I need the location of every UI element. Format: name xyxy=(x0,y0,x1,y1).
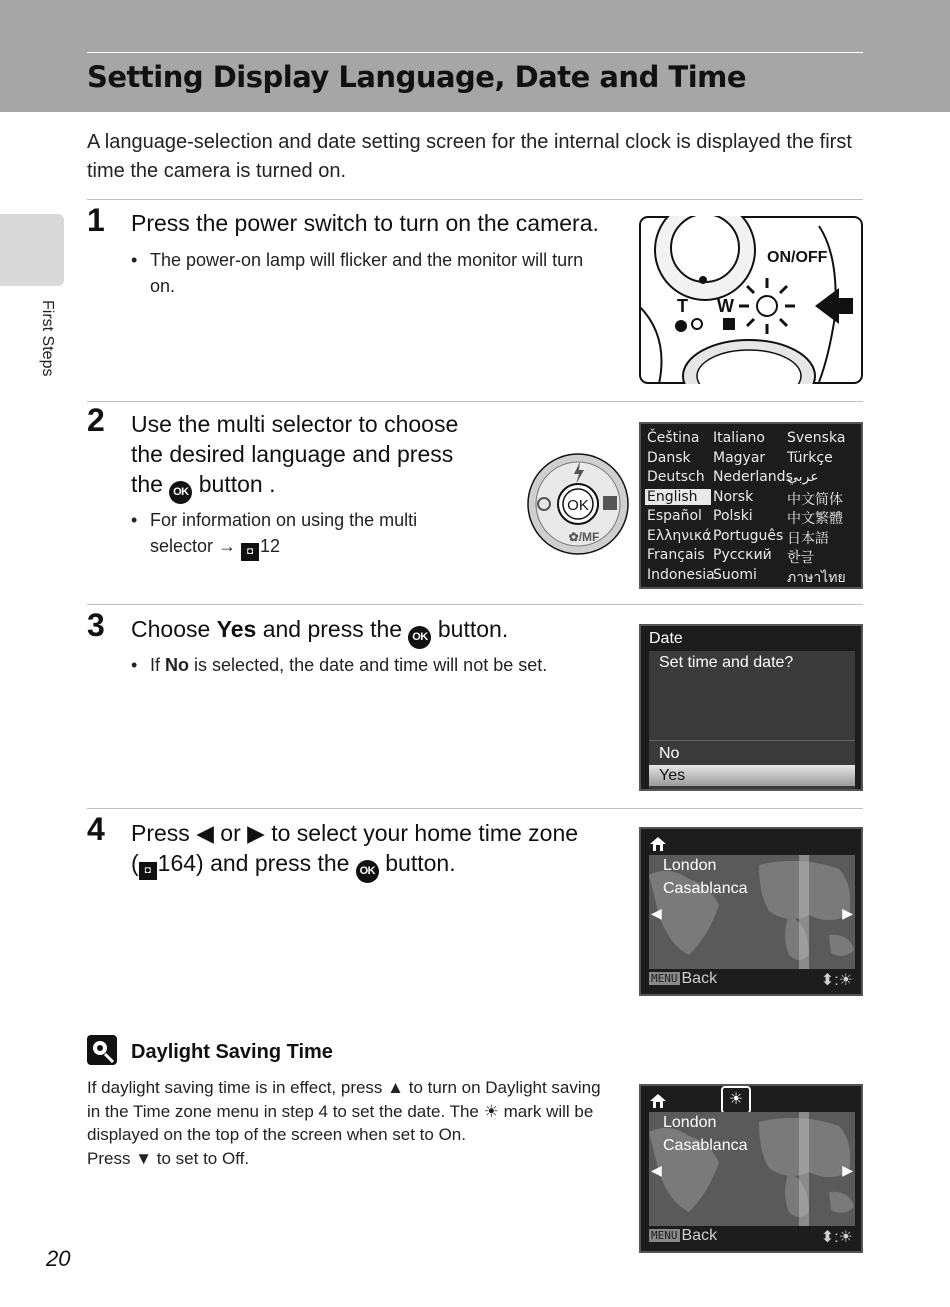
date-option-yes[interactable]: Yes xyxy=(649,765,855,786)
language-item[interactable]: 한글 xyxy=(787,550,815,566)
language-item[interactable]: Türkçe xyxy=(787,449,833,466)
ok-button-icon: OK xyxy=(356,860,379,883)
daylight-saving-icon: ☀ xyxy=(483,1101,499,1121)
step-3-pre: Choose xyxy=(131,616,211,642)
home-icon xyxy=(649,1093,667,1109)
page-ref-number: 12 xyxy=(260,536,281,556)
language-item[interactable]: Polski xyxy=(713,508,753,524)
step-2-line-1: Use the multi selector to choose xyxy=(131,411,459,437)
intro-text: A language-selection and date setting screen for the internal clock is displayed the first time the camera is turned on. xyxy=(87,131,852,182)
city-label: London xyxy=(663,857,717,874)
back-label: Back xyxy=(681,1227,718,1244)
tip-line-4-pre: Press xyxy=(87,1148,131,1168)
step-1-bullet-line-2: on. xyxy=(150,276,176,296)
time-zone-bar xyxy=(799,855,809,969)
tele-label: T xyxy=(677,296,688,316)
page-ref-icon: ◘ xyxy=(241,543,259,561)
daylight-saving-icon: ☀ xyxy=(721,1086,751,1114)
language-item[interactable]: Norsk xyxy=(713,488,754,505)
language-item[interactable]: 日本語 xyxy=(787,530,829,547)
step-2-text xyxy=(131,409,521,504)
date-option-no[interactable]: No xyxy=(659,745,680,762)
tip-icon xyxy=(87,1035,117,1065)
right-arrow-icon: ▶ xyxy=(247,820,265,846)
step-1-text: Press the power switch to turn on the camera. xyxy=(131,210,599,236)
step-2-line-3-pre: the xyxy=(131,471,163,497)
step-4-line-1-post: to select your home time zone xyxy=(271,820,579,846)
left-arrow-icon[interactable]: ◀ xyxy=(651,1162,662,1178)
step-divider xyxy=(87,199,863,200)
step-3-bullet-pre: If xyxy=(150,655,161,675)
world-map xyxy=(649,1112,855,1226)
language-item[interactable]: Magyar xyxy=(713,449,766,466)
tip-line-1-post: to turn on Daylight saving xyxy=(408,1078,601,1097)
step-2-bullet-line-2: selector → xyxy=(150,536,237,556)
step-2-line-2: the desired language and press xyxy=(131,441,454,467)
language-item[interactable]: Nederlands xyxy=(713,469,793,485)
section-label: First Steps xyxy=(39,300,56,377)
step-1-number: 1 xyxy=(87,202,105,238)
language-item[interactable]: Русский xyxy=(713,547,772,563)
world-map xyxy=(649,855,855,969)
step-divider xyxy=(87,604,863,605)
page-title: Setting Display Language, Date and Time xyxy=(87,60,747,94)
daylight-saving-toggle-icon: ⬍:☀ xyxy=(820,1229,853,1246)
step-2-bullet: • For information on using the multi selector → ◘ 12 xyxy=(131,507,491,561)
step-4-line-1-pre: Press xyxy=(131,820,190,846)
language-item[interactable]: Dansk xyxy=(647,449,691,466)
step-3-end: button. xyxy=(437,616,509,642)
tip-line-2-post: mark will be xyxy=(503,1101,594,1121)
step-2-line-3-post: button . xyxy=(198,471,276,497)
wide-label: W xyxy=(717,296,734,316)
step-3-text xyxy=(131,614,508,649)
camera-power-switch-illustration xyxy=(639,216,863,384)
step-3-bold: Yes xyxy=(216,616,257,642)
tip-title: Daylight Saving Time xyxy=(131,1041,333,1063)
language-item[interactable]: Indonesia xyxy=(647,566,715,583)
menu-button-icon: MENU xyxy=(651,1229,678,1242)
step-3-bullet-post: is selected, the date and time will not be set. xyxy=(194,655,548,675)
header-band xyxy=(0,0,950,112)
right-arrow-icon[interactable]: ▶ xyxy=(842,1162,853,1178)
language-item[interactable]: ภาษาไทย xyxy=(787,569,846,586)
language-item[interactable]: Suomi xyxy=(713,566,757,583)
multi-selector-bottom: ✿/MF xyxy=(568,530,600,544)
city-label: London xyxy=(663,1114,717,1131)
step-4-line-2-pre: ( xyxy=(131,850,139,876)
header-rule xyxy=(87,52,863,53)
timezone-screen xyxy=(639,827,863,996)
step-4-number: 4 xyxy=(87,811,105,847)
page-number: 20 xyxy=(46,1246,71,1271)
tip-line-4-post: to set to Off. xyxy=(156,1148,250,1168)
step-4-line-1-mid: or xyxy=(220,820,241,846)
tip-line-1-pre: If daylight saving time is in effect, press xyxy=(87,1078,383,1097)
language-item[interactable]: 中文繁體 xyxy=(787,511,843,527)
up-arrow-icon: ▲ xyxy=(387,1078,404,1097)
date-screen xyxy=(639,624,863,791)
step-3-bullet: • If No is selected, the date and time will not be set. xyxy=(131,655,548,675)
left-arrow-icon[interactable]: ◀ xyxy=(651,905,662,921)
language-item[interactable]: Italiano xyxy=(713,430,765,446)
timezone-screen-dst xyxy=(639,1084,863,1253)
section-tab xyxy=(0,214,64,286)
back-label: Back xyxy=(681,970,718,987)
date-screen-title: Date xyxy=(649,630,683,647)
step-4-line-2-end: button. xyxy=(385,850,456,876)
map-footer xyxy=(649,970,855,992)
language-item[interactable]: Ελληνικά xyxy=(647,527,712,544)
down-arrow-icon: ▼ xyxy=(135,1148,153,1168)
step-divider xyxy=(87,401,863,402)
multi-selector-ok: OK xyxy=(567,497,589,514)
language-item[interactable]: Français xyxy=(647,547,705,563)
tip-line-2-pre: in the Time zone menu in step 4 to set the date. The xyxy=(87,1101,479,1121)
step-3-bullet-bold: No xyxy=(165,655,190,675)
tip-line-3: displayed on the top of the screen when set to On. xyxy=(87,1125,466,1144)
language-item[interactable]: عربي xyxy=(787,469,819,485)
language-item[interactable]: Svenska xyxy=(787,430,846,446)
ok-button-icon: OK xyxy=(408,626,431,649)
step-1-bullet: • The power-on lamp will flicker and the monitor will turn on. xyxy=(131,247,611,299)
step-4-text xyxy=(131,818,621,883)
daylight-saving-toggle-icon: ⬍:☀ xyxy=(820,972,853,989)
page-ref-icon: ◘ xyxy=(139,862,157,880)
step-3-post: and press the xyxy=(262,616,403,642)
date-question: Set time and date? xyxy=(659,654,794,671)
map-footer xyxy=(649,1227,855,1249)
tip-text xyxy=(87,1076,617,1170)
step-1-bullet-line-1: The power-on lamp will flicker and the monitor will turn xyxy=(150,250,584,270)
language-item-selected[interactable]: English xyxy=(645,489,711,505)
ok-button-icon: OK xyxy=(169,481,192,504)
step-3-number: 3 xyxy=(87,607,105,643)
on-off-label: ON/OFF xyxy=(767,249,828,266)
language-item[interactable]: Português xyxy=(713,527,784,544)
language-item[interactable]: 中文简体 xyxy=(787,491,843,508)
language-item[interactable]: Deutsch xyxy=(647,469,705,485)
home-icon xyxy=(649,836,667,852)
city-label: Casablanca xyxy=(663,1137,748,1154)
right-arrow-icon[interactable]: ▶ xyxy=(842,905,853,921)
step-2-bullet-line-1: For information on using the multi xyxy=(150,510,418,530)
multi-selector-illustration xyxy=(526,452,630,556)
time-zone-bar xyxy=(799,1112,809,1226)
language-screen xyxy=(639,422,863,589)
city-label: Casablanca xyxy=(663,880,748,897)
language-item[interactable]: Čeština xyxy=(647,430,700,446)
step-divider xyxy=(87,808,863,809)
step-2-number: 2 xyxy=(87,402,105,438)
language-item[interactable]: Español xyxy=(647,508,702,524)
step-4-line-2-ref: 164) and press the xyxy=(157,850,350,876)
left-arrow-icon: ◀ xyxy=(196,820,214,846)
menu-button-icon: MENU xyxy=(651,972,678,985)
